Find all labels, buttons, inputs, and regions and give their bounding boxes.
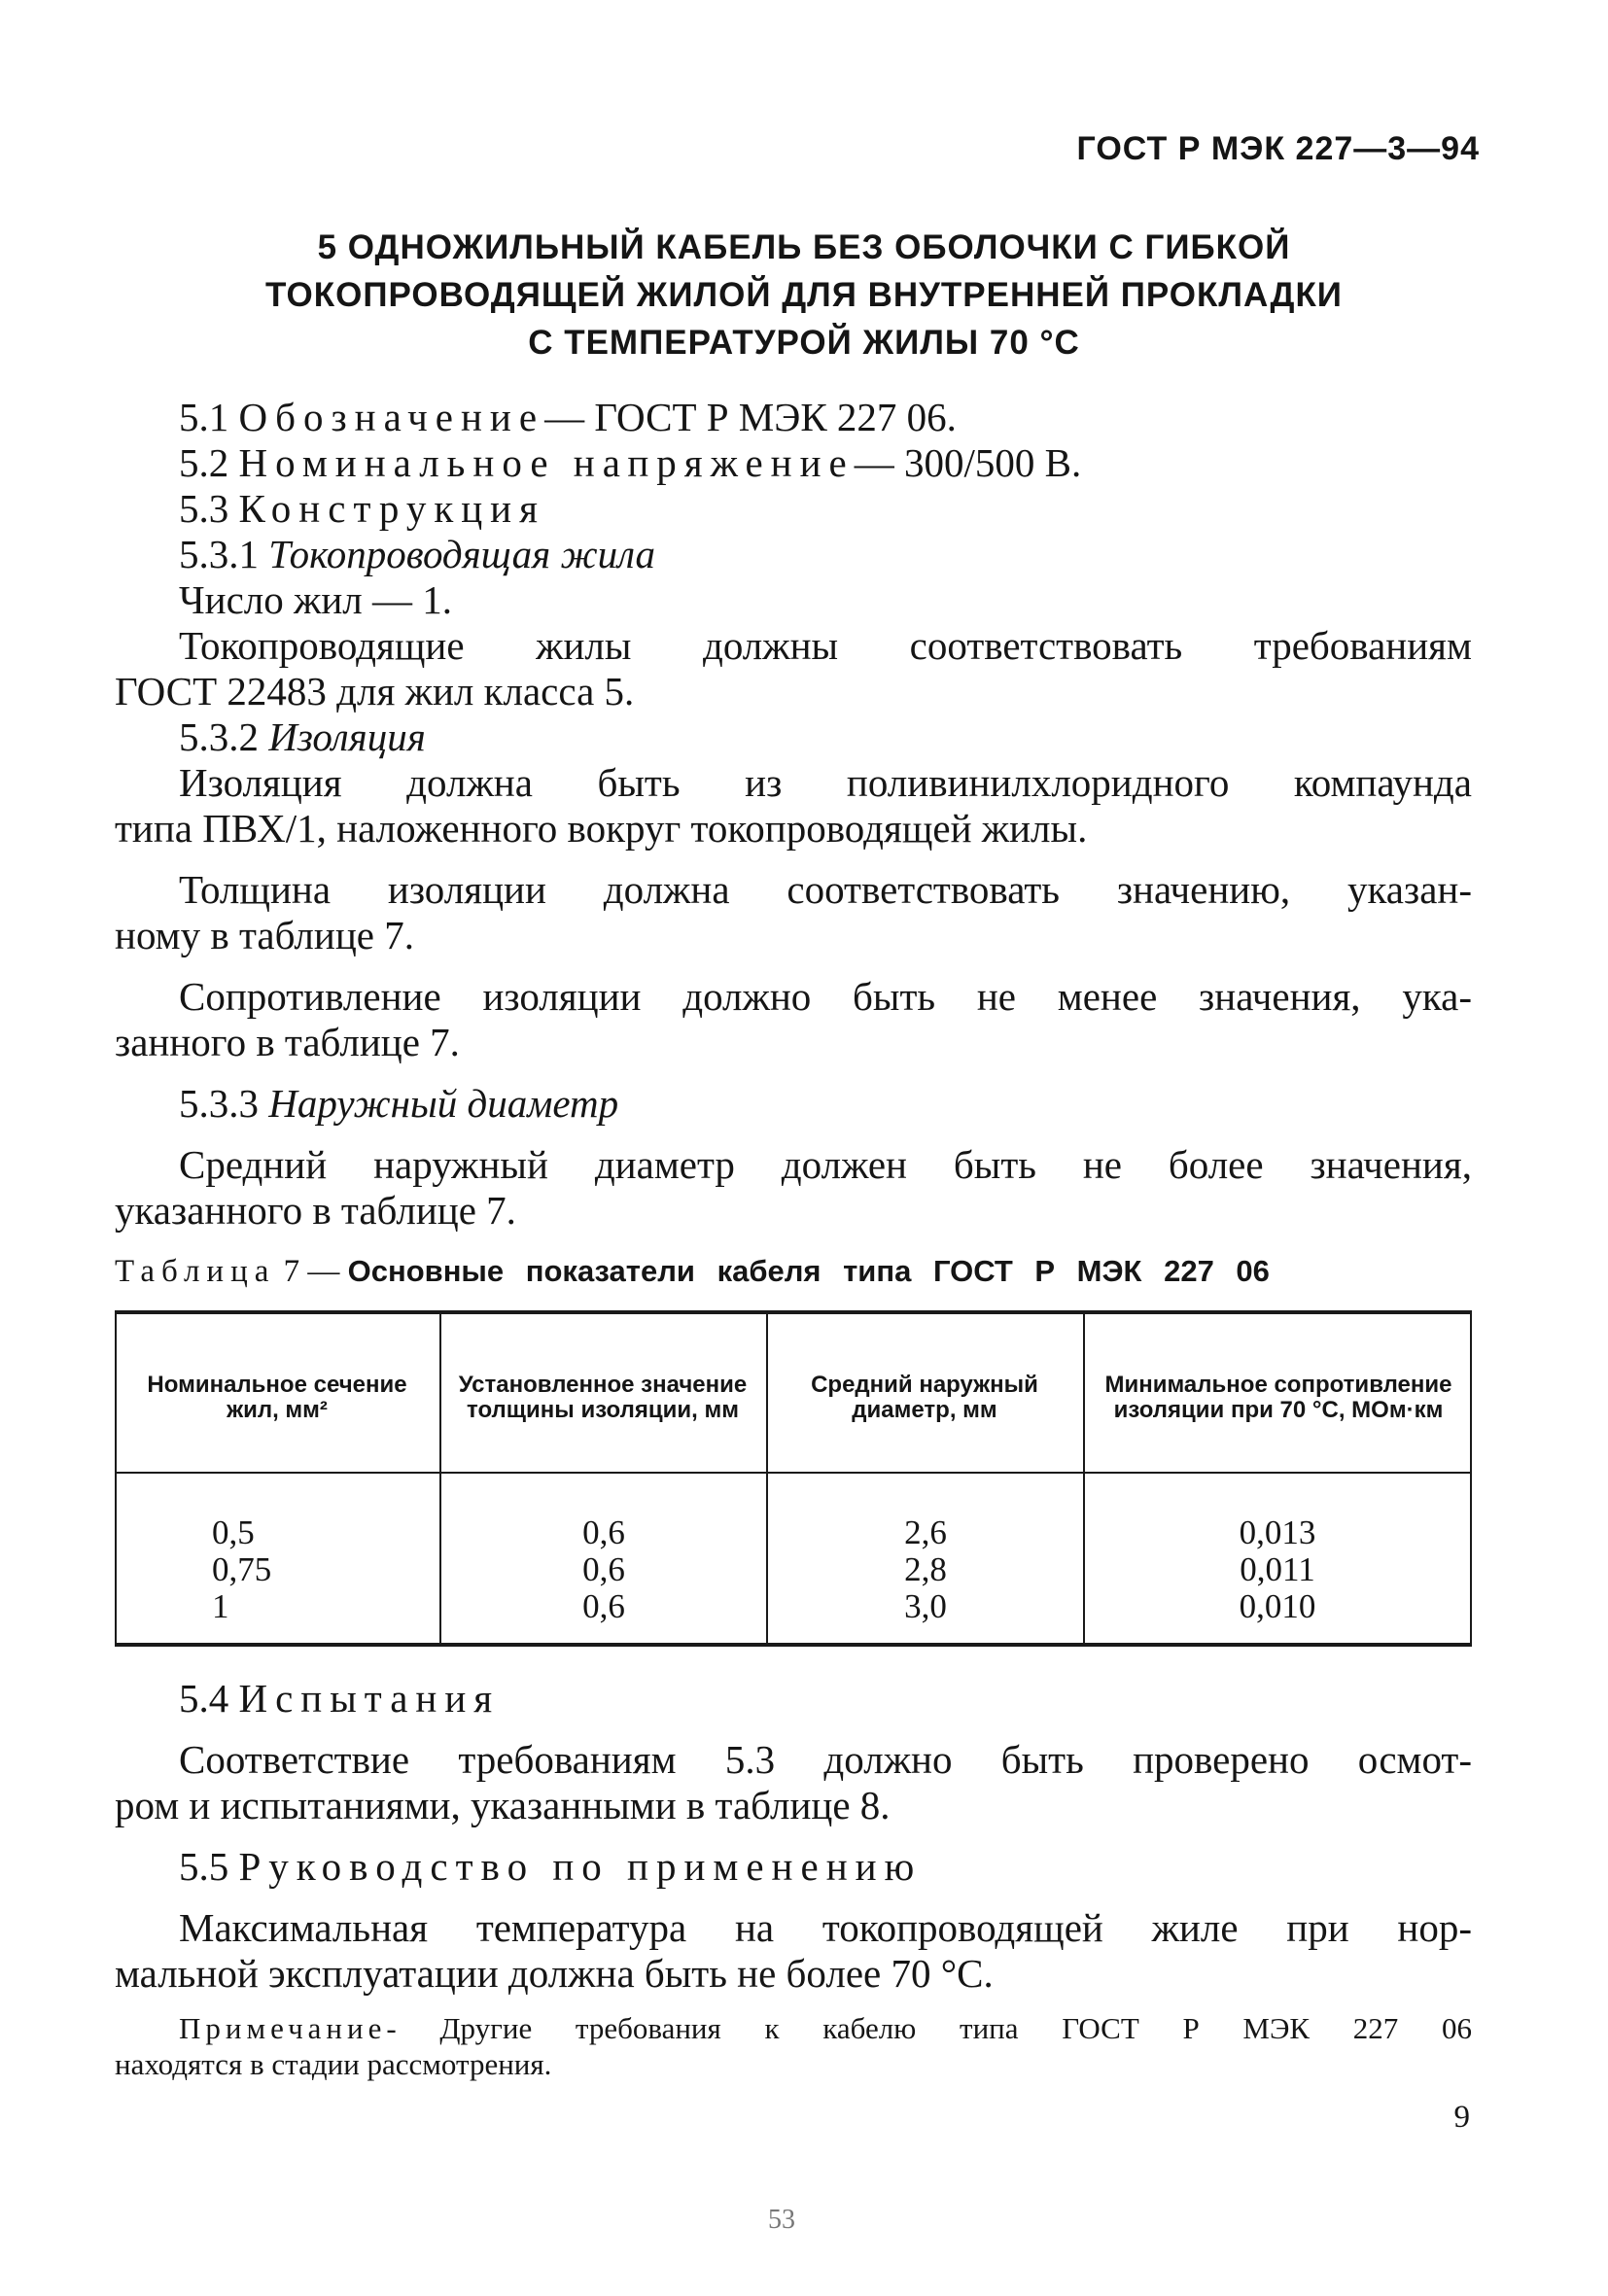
clause-label: Наружный диаметр xyxy=(268,1081,619,1126)
note-line xyxy=(115,2010,1472,2046)
paragraph-line: ром и испытаниями, указанными в таблице 8. xyxy=(115,1783,891,1827)
clause-value: — 300/500 В. xyxy=(854,440,1082,485)
clause-label: Токопроводящая жила xyxy=(268,532,655,576)
section-title-line-3: С ТЕМПЕРАТУРОЙ ЖИЛЫ 70 °С xyxy=(528,324,1080,362)
paragraph-line: Сопротивление изоляции должно быть не менее значения, ука- xyxy=(179,974,1472,1019)
table-cell: 0,011 xyxy=(1240,1550,1315,1588)
table-column-divider xyxy=(439,1314,441,1643)
paragraph-line: Толщина изоляции должна соответствовать значению, указан- xyxy=(179,867,1472,912)
clause-label: Испытания xyxy=(238,1676,501,1721)
page-number: 9 xyxy=(1453,2100,1470,2135)
paragraph-line: Средний наружный диаметр должен быть не более значения, xyxy=(179,1142,1472,1187)
section-title xyxy=(117,224,1491,366)
section-title-line-2: ТОКОПРОВОДЯЩЕЙ ЖИЛОЙ ДЛЯ ВНУТРЕННЕЙ ПРОКЛАДКИ xyxy=(265,276,1343,314)
paragraph-line: мальной эксплуатации должна быть не более 70 °С. xyxy=(115,1951,994,1996)
paragraph-line: Токопроводящие жилы должны соответствовать требованиям xyxy=(179,623,1472,668)
paragraph-line: Соответствие требованиям 5.3 должно быть проверено осмот- xyxy=(179,1737,1472,1782)
paragraph-line: ному в таблице 7. xyxy=(115,913,414,957)
paragraph-line: ГОСТ 22483 для жил класса 5. xyxy=(115,669,635,713)
table-right-border xyxy=(1470,1314,1472,1643)
table-dash: — xyxy=(307,1254,340,1289)
paragraph-line: типа ПВХ/1, наложенного вокруг токопроводящей жилы. xyxy=(115,806,1088,851)
clause-5-3-2 xyxy=(115,714,1472,760)
table-column-cross-section xyxy=(212,1514,303,1625)
clause-label: Изоляция xyxy=(268,714,426,759)
table-cell: 0,6 xyxy=(582,1550,625,1588)
paragraph-line: указанного в таблице 7. xyxy=(115,1188,516,1233)
table-cell: 0,6 xyxy=(582,1513,625,1551)
clause-label: Номинальное напряжение xyxy=(238,440,855,485)
table-column-outer-diameter xyxy=(770,1514,1081,1625)
paragraph-line: Максимальная температура на токопроводящей жиле при нор- xyxy=(179,1905,1472,1950)
clause-5-3-1 xyxy=(115,532,1472,577)
clause-number: 5.1 xyxy=(179,395,229,439)
clause-number: 5.5 xyxy=(179,1844,229,1889)
table-header-insulation-thickness: Установленное значение толщины изоляции, мм xyxy=(458,1372,748,1423)
table-cell: 1 xyxy=(212,1587,229,1625)
table-cell: 0,010 xyxy=(1239,1587,1316,1625)
table-header-rule xyxy=(115,1472,1472,1474)
table-column-insulation-resistance xyxy=(1087,1514,1468,1625)
clause-label: Конструкция xyxy=(238,486,545,531)
note-text: - Другие требования к кабелю типа ГОСТ Р МЭК 227 06 xyxy=(386,2011,1472,2045)
table-left-border xyxy=(115,1314,117,1643)
table-label: Таблица xyxy=(115,1254,276,1289)
table-header-outer-diameter: Средний наружный диаметр, мм xyxy=(811,1372,1038,1423)
clause-5-1 xyxy=(115,395,1472,440)
table-cell: 2,8 xyxy=(904,1550,947,1588)
table-title xyxy=(115,1254,1456,1290)
document-id: ГОСТ Р МЭК 227—3—94 xyxy=(1076,130,1480,167)
table-column-divider xyxy=(1083,1314,1085,1643)
table-column-divider xyxy=(766,1314,768,1643)
paragraph-line: Число жил — 1. xyxy=(179,577,452,622)
table-cell: 3,0 xyxy=(904,1587,947,1625)
clause-number: 5.3.2 xyxy=(179,714,259,759)
clause-number: 5.2 xyxy=(179,440,229,485)
clause-5-5 xyxy=(115,1844,1472,1890)
note-line: находятся в стадии рассмотрения. xyxy=(115,2047,552,2081)
paragraph-line: Изоляция должна быть из поливинилхлоридного компаунда xyxy=(179,760,1472,805)
table-7 xyxy=(115,1310,1472,1647)
table-cell: 0,013 xyxy=(1239,1513,1316,1551)
note xyxy=(115,2010,1472,2082)
clause-number: 5.3 xyxy=(179,486,229,531)
table-cell: 2,6 xyxy=(904,1513,947,1551)
footer-number: 53 xyxy=(768,2205,795,2235)
table-bottom-rule xyxy=(115,1643,1472,1647)
clause-5-2 xyxy=(115,440,1472,486)
clause-label: Обозначение xyxy=(238,395,545,439)
clause-number: 5.3.1 xyxy=(179,532,259,576)
section-title-line-1: 5 ОДНОЖИЛЬНЫЙ КАБЕЛЬ БЕЗ ОБОЛОЧКИ С ГИБКОЙ xyxy=(317,228,1291,266)
clause-number: 5.3.3 xyxy=(179,1081,259,1126)
table-cell: 0,5 xyxy=(212,1513,255,1551)
table-header-cross-section: Номинальное сечение жил, мм² xyxy=(147,1372,407,1423)
table-header-insulation-resistance: Минимальное сопротивление изоляции при 70 °С, МОм·км xyxy=(1104,1372,1452,1423)
table-caption: Основные показатели кабеля типа ГОСТ Р МЭК 227 06 xyxy=(347,1254,1270,1288)
clause-label: Руководство по применению xyxy=(238,1844,923,1889)
clause-5-3 xyxy=(115,486,1472,532)
table-column-insulation-thickness xyxy=(443,1514,764,1625)
clause-number: 5.4 xyxy=(179,1676,229,1721)
table-number: 7 xyxy=(283,1254,300,1289)
table-top-rule xyxy=(115,1310,1472,1314)
body-text-lower xyxy=(115,1676,1472,1997)
note-label: Примечание xyxy=(179,2011,387,2045)
clause-5-3-3 xyxy=(115,1081,1472,1127)
body-text xyxy=(115,395,1472,1234)
table-cell: 0,75 xyxy=(212,1550,272,1588)
clause-value: — ГОСТ Р МЭК 227 06. xyxy=(544,395,957,439)
clause-5-4 xyxy=(115,1676,1472,1722)
paragraph-line: занного в таблице 7. xyxy=(115,1020,460,1064)
table-cell: 0,6 xyxy=(582,1587,625,1625)
